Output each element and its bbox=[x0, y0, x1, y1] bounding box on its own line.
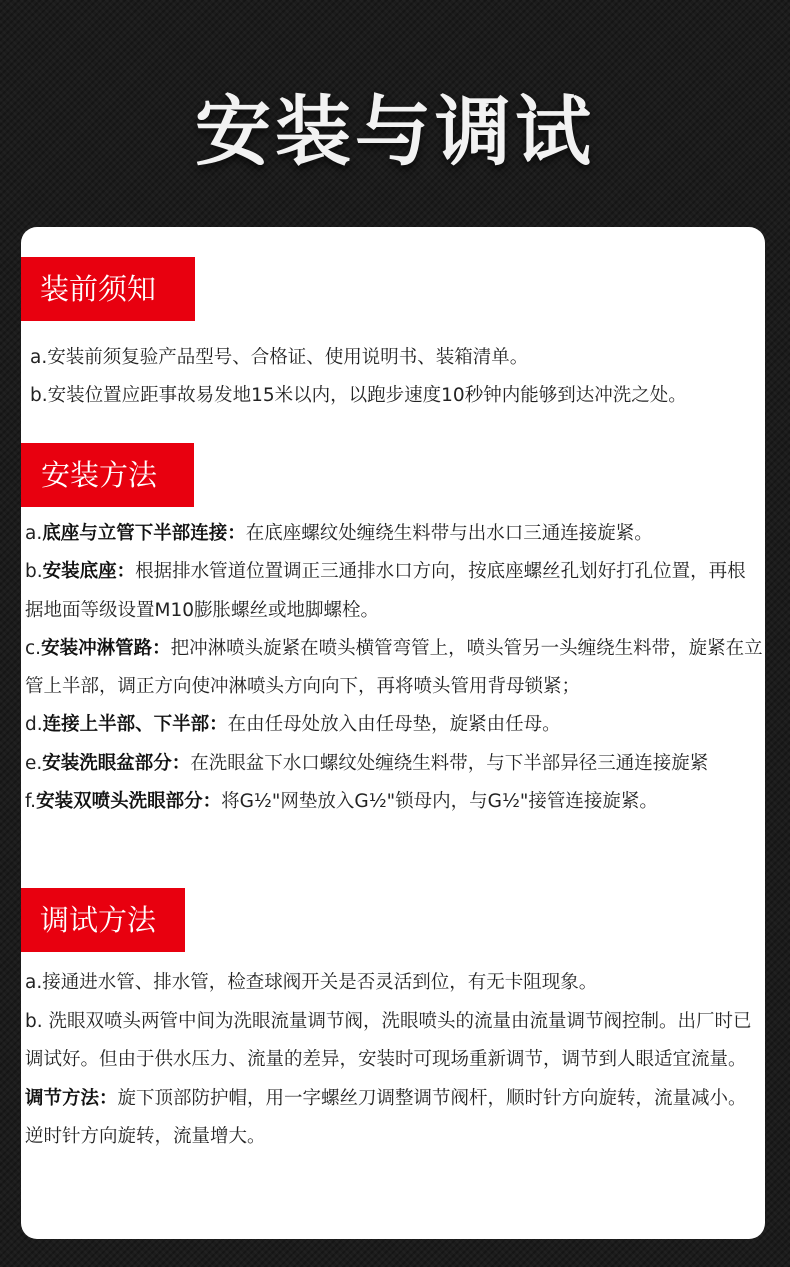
section-heading-pre-install: 装前须知 bbox=[21, 257, 195, 321]
list-item: a.接通进水管、排水管，检查球阀开关是否灵活到位，有无卡阻现象。 bbox=[25, 972, 598, 993]
list-item: a.底座与立管下半部连接：在底座螺纹处缠绕生料带与出水口三通连接旋紧。 bbox=[25, 523, 653, 544]
list-item: d.连接上半部、下半部：在由任母处放入由任母垫，旋紧由任母。 bbox=[25, 714, 561, 736]
pre-install-notes bbox=[30, 339, 765, 415]
list-item: b.安装位置应距事故易发地15米以内，以跑步速度10秒钟内能够到达冲洗之处。 bbox=[30, 385, 687, 406]
section-heading-debug-method: 调试方法 bbox=[21, 888, 185, 952]
list-item: b.安装底座：根据排水管道位置调正三通排水口方向，按底座螺丝孔划好打孔位置，再根据地面等级设置M10膨胀螺丝或地脚螺栓。 bbox=[25, 561, 746, 621]
page-title: 安装与调试 bbox=[195, 87, 595, 176]
list-item: 调节方法：旋下顶部防护帽，用一字螺丝刀调整调节阀杆，顺时针方向旋转，流量减小。逆时针方向旋转，流量增大。 bbox=[25, 1087, 747, 1147]
list-item: f.安装双喷头洗眼部分：将G½"网垫放入G½"锁母内，与G½"接管连接旋紧。 bbox=[25, 791, 658, 813]
list-item: a.安装前须复验产品型号、合格证、使用说明书、装箱清单。 bbox=[30, 347, 529, 368]
section-heading-install-method: 安装方法 bbox=[21, 443, 194, 507]
list-item: b. 洗眼双喷头两管中间为洗眼流量调节阀，洗眼喷头的流量由流量调节阀控制。出厂时已调试好。但由于供水压力、流量的差异，安装时可现场重新调节，调节到人眼适宜流量。 bbox=[25, 1010, 752, 1070]
content-card bbox=[21, 227, 765, 1239]
install-method-steps bbox=[25, 515, 763, 821]
list-item: e.安装洗眼盆部分：在洗眼盆下水口螺纹处缠绕生料带，与下半部异径三通连接旋紧 bbox=[25, 752, 709, 774]
list-item: c.安装冲淋管路：把冲淋喷头旋紧在喷头横管弯管上，喷头管另一头缠绕生料带，旋紧在立管上半部，调正方向使冲淋喷头方向向下，再将喷头管用背母锁紧； bbox=[25, 637, 763, 698]
debug-method-steps bbox=[25, 964, 763, 1157]
